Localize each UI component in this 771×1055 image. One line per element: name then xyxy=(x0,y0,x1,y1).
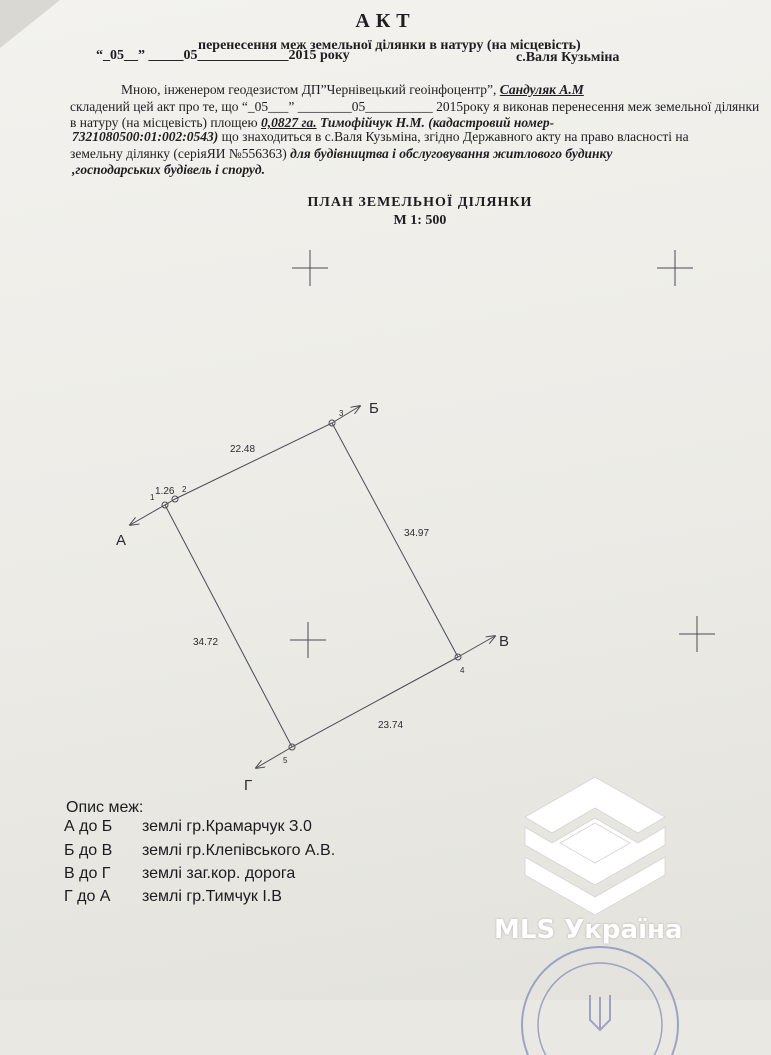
row-text: землі гр.Тимчук І.В xyxy=(142,888,282,905)
cadastral-number: 7321080500:01:002:0543) xyxy=(72,129,219,144)
row-range: А до Б xyxy=(64,818,113,835)
registration-cross xyxy=(657,250,693,286)
edge-length-bv: 34.97 xyxy=(404,528,430,539)
act-title: АКТ xyxy=(355,10,416,32)
direction-label-v: В xyxy=(499,633,510,650)
point-label-4: 4 xyxy=(460,666,465,675)
engineer-name: Сандуляк А.М xyxy=(499,82,584,97)
owner-and-cadastral: Тимофійчук Н.М. (кадастровий номер- xyxy=(316,115,555,130)
body-text: земельну ділянку (серіяЯИ №556363) xyxy=(70,146,291,161)
description-row xyxy=(64,818,312,836)
edge-length-vg: 23.74 xyxy=(378,720,404,731)
direction-arrow-b xyxy=(332,406,360,423)
registration-cross xyxy=(290,622,326,658)
description-row xyxy=(64,842,335,860)
point-label-3: 3 xyxy=(339,409,344,418)
registration-cross xyxy=(292,250,328,286)
description-row xyxy=(64,865,295,883)
purpose: для будівництва і обслуговування житлового будинку xyxy=(290,146,613,161)
edge-length-short: 1.26 xyxy=(155,486,175,497)
plot-boundary xyxy=(165,423,458,747)
row-text: землі гр.Крамарчук З.0 xyxy=(142,818,312,835)
plot-area: 0,0827 га. xyxy=(260,115,317,130)
body-text: Мною, інженером геодезистом ДП”Чернівецький геоінфоцентр”, xyxy=(121,82,500,97)
point-label-1: 1 xyxy=(150,493,155,502)
description-row xyxy=(64,888,282,906)
edge-length-ab: 22.48 xyxy=(230,444,256,455)
act-subtitle: перенесення меж земельної ділянки в натуру (на місцевість) xyxy=(198,38,581,53)
direction-arrow-a xyxy=(130,502,170,525)
registration-cross xyxy=(679,616,715,652)
point-label-5: 5 xyxy=(283,756,288,765)
row-range: Б до В xyxy=(64,842,113,859)
point-label-2: 2 xyxy=(182,485,187,494)
row-range: В до Г xyxy=(64,865,111,882)
edge-length-ga: 34.72 xyxy=(193,637,219,648)
body-line-6: ,господарських будівель і споруд. xyxy=(72,162,265,177)
direction-label-g: Г xyxy=(244,777,253,794)
row-text: землі гр.Клепівського А.В. xyxy=(142,842,336,859)
body-text: що знаходиться в с.Валя Кузьміна, згідно Державного акту на право власності на xyxy=(218,129,689,144)
direction-label-a: А xyxy=(116,532,127,549)
watermark-text: MLS Україна xyxy=(494,915,683,945)
plan-scale: М 1: 500 xyxy=(393,213,447,228)
act-place: с.Валя Кузьміна xyxy=(516,50,620,65)
mls-logo-icon xyxy=(520,775,670,915)
description-title: Опис меж: xyxy=(66,799,144,816)
body-text: в натуру (на місцевість) площею xyxy=(70,115,261,130)
row-text: землі заг.кор. дорога xyxy=(142,865,296,882)
act-date: “_05__” _____05_____________2015 року xyxy=(96,48,350,63)
plan-title: ПЛАН ЗЕМЕЛЬНОЇ ДІЛЯНКИ xyxy=(307,195,533,210)
body-line-2: складений цей акт про те, що “_05___” ________05__________ 2015року я виконав перенесення меж земельної ділянки xyxy=(70,99,760,114)
row-range: Г до А xyxy=(64,888,111,905)
direction-label-b: Б xyxy=(369,400,379,417)
direction-arrow-v xyxy=(458,636,495,657)
seal-stamp xyxy=(510,935,690,1055)
